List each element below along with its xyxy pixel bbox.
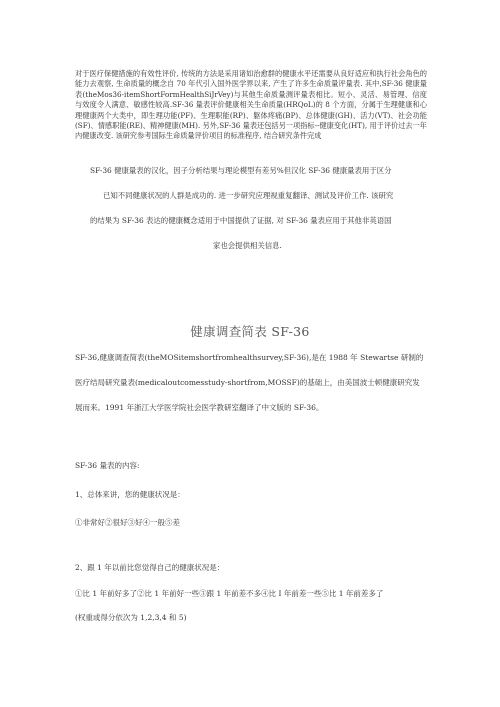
section-title: 健康调查简表 SF-36 bbox=[190, 324, 310, 339]
summary-line-1: SF-36 健康量表的汉化，因子分析结果与理论模型有差另%但汉化 SF-36 健康量表用于区分 bbox=[90, 166, 392, 175]
content-heading: SF-36 量表的内容: bbox=[75, 461, 140, 470]
question-2-note: (权重或得分依次为 1,2,3,4 和 5) bbox=[75, 613, 187, 622]
question-2: 2、跟 1 年以前比您觉得自己的健康状况是： bbox=[75, 563, 225, 572]
intro-text: 对于医疗保健措施的有效性评价, 传统的方法是采用诸如治愈群的健康水平还需要从良好适应和执行社会角色的能力去观察, 生命质量的概念自 70 年代引入国外医学界以来, 产生了许多生命质量评量表. 其中,SF-36 健康量表(theMos36-itemShortFormHealthSiJrVey)与其他生命质量测评量表相比。短小、灵活、易管理、信度与效度令人满意、敏感性较高.SF-36 量表评价健康相关生命质量(HRQoL)的 8 个方面，分属于生理健康和心理健康两个大类中，即生理功能(PF)、生理职能(RP)、躯体疼痛(BP)、总体健康(GH)、活力(VT)、社会功能(SF)、情感职能(RE)、精神健康(MH). 另外,SF-36 量表还包括另一项指标--健康变化(HT), 用于评价过去一年内健康改变. 该研究参考国际生命质量评价项目的标准程序, 结合研究条件完成 bbox=[75, 69, 427, 141]
section-intro-line-1: SF-36,健康调查简表(theMOSitemshortfromhealthsurvey,SF-36),是在 1988 年 Stewartse 研制的 bbox=[75, 353, 424, 362]
summary-line-2: 已知不同健康状况的人群是成功的. 进一步研究应理视重复翻译、测试及评价工作. 该研究 bbox=[103, 191, 394, 200]
question-1-options: ①非常好②很好③好④一般⑤差 bbox=[75, 518, 180, 527]
summary-line-3: 的结果为 SF-36 表达的健康概念适用于中国提供了证据, 对 SF-36 量表应用于其他非英语国 bbox=[90, 216, 392, 225]
question-1: 1、总体来讲，您的健康状况是： bbox=[75, 490, 185, 499]
section-intro-line-3: 展而来。1991 年浙江大学医学院社会医学教研室翻译了中文版的 SF-36。 bbox=[75, 403, 324, 412]
summary-line-4: 家也会提供相关信息. bbox=[213, 241, 282, 250]
section-intro-line-2: 医疗结局研究量表(medicaloutcomesstudy-shortfrom,MOSSF)的基础上，由美国波士顿健康研究发 bbox=[75, 378, 420, 387]
intro-paragraph bbox=[75, 69, 427, 142]
question-2-options: ①比 1 年前好多了②比 1 年前好一些③跟 1 年前差不多④比 I 年前差一些⑤比 1 年前差多了 bbox=[75, 589, 384, 598]
